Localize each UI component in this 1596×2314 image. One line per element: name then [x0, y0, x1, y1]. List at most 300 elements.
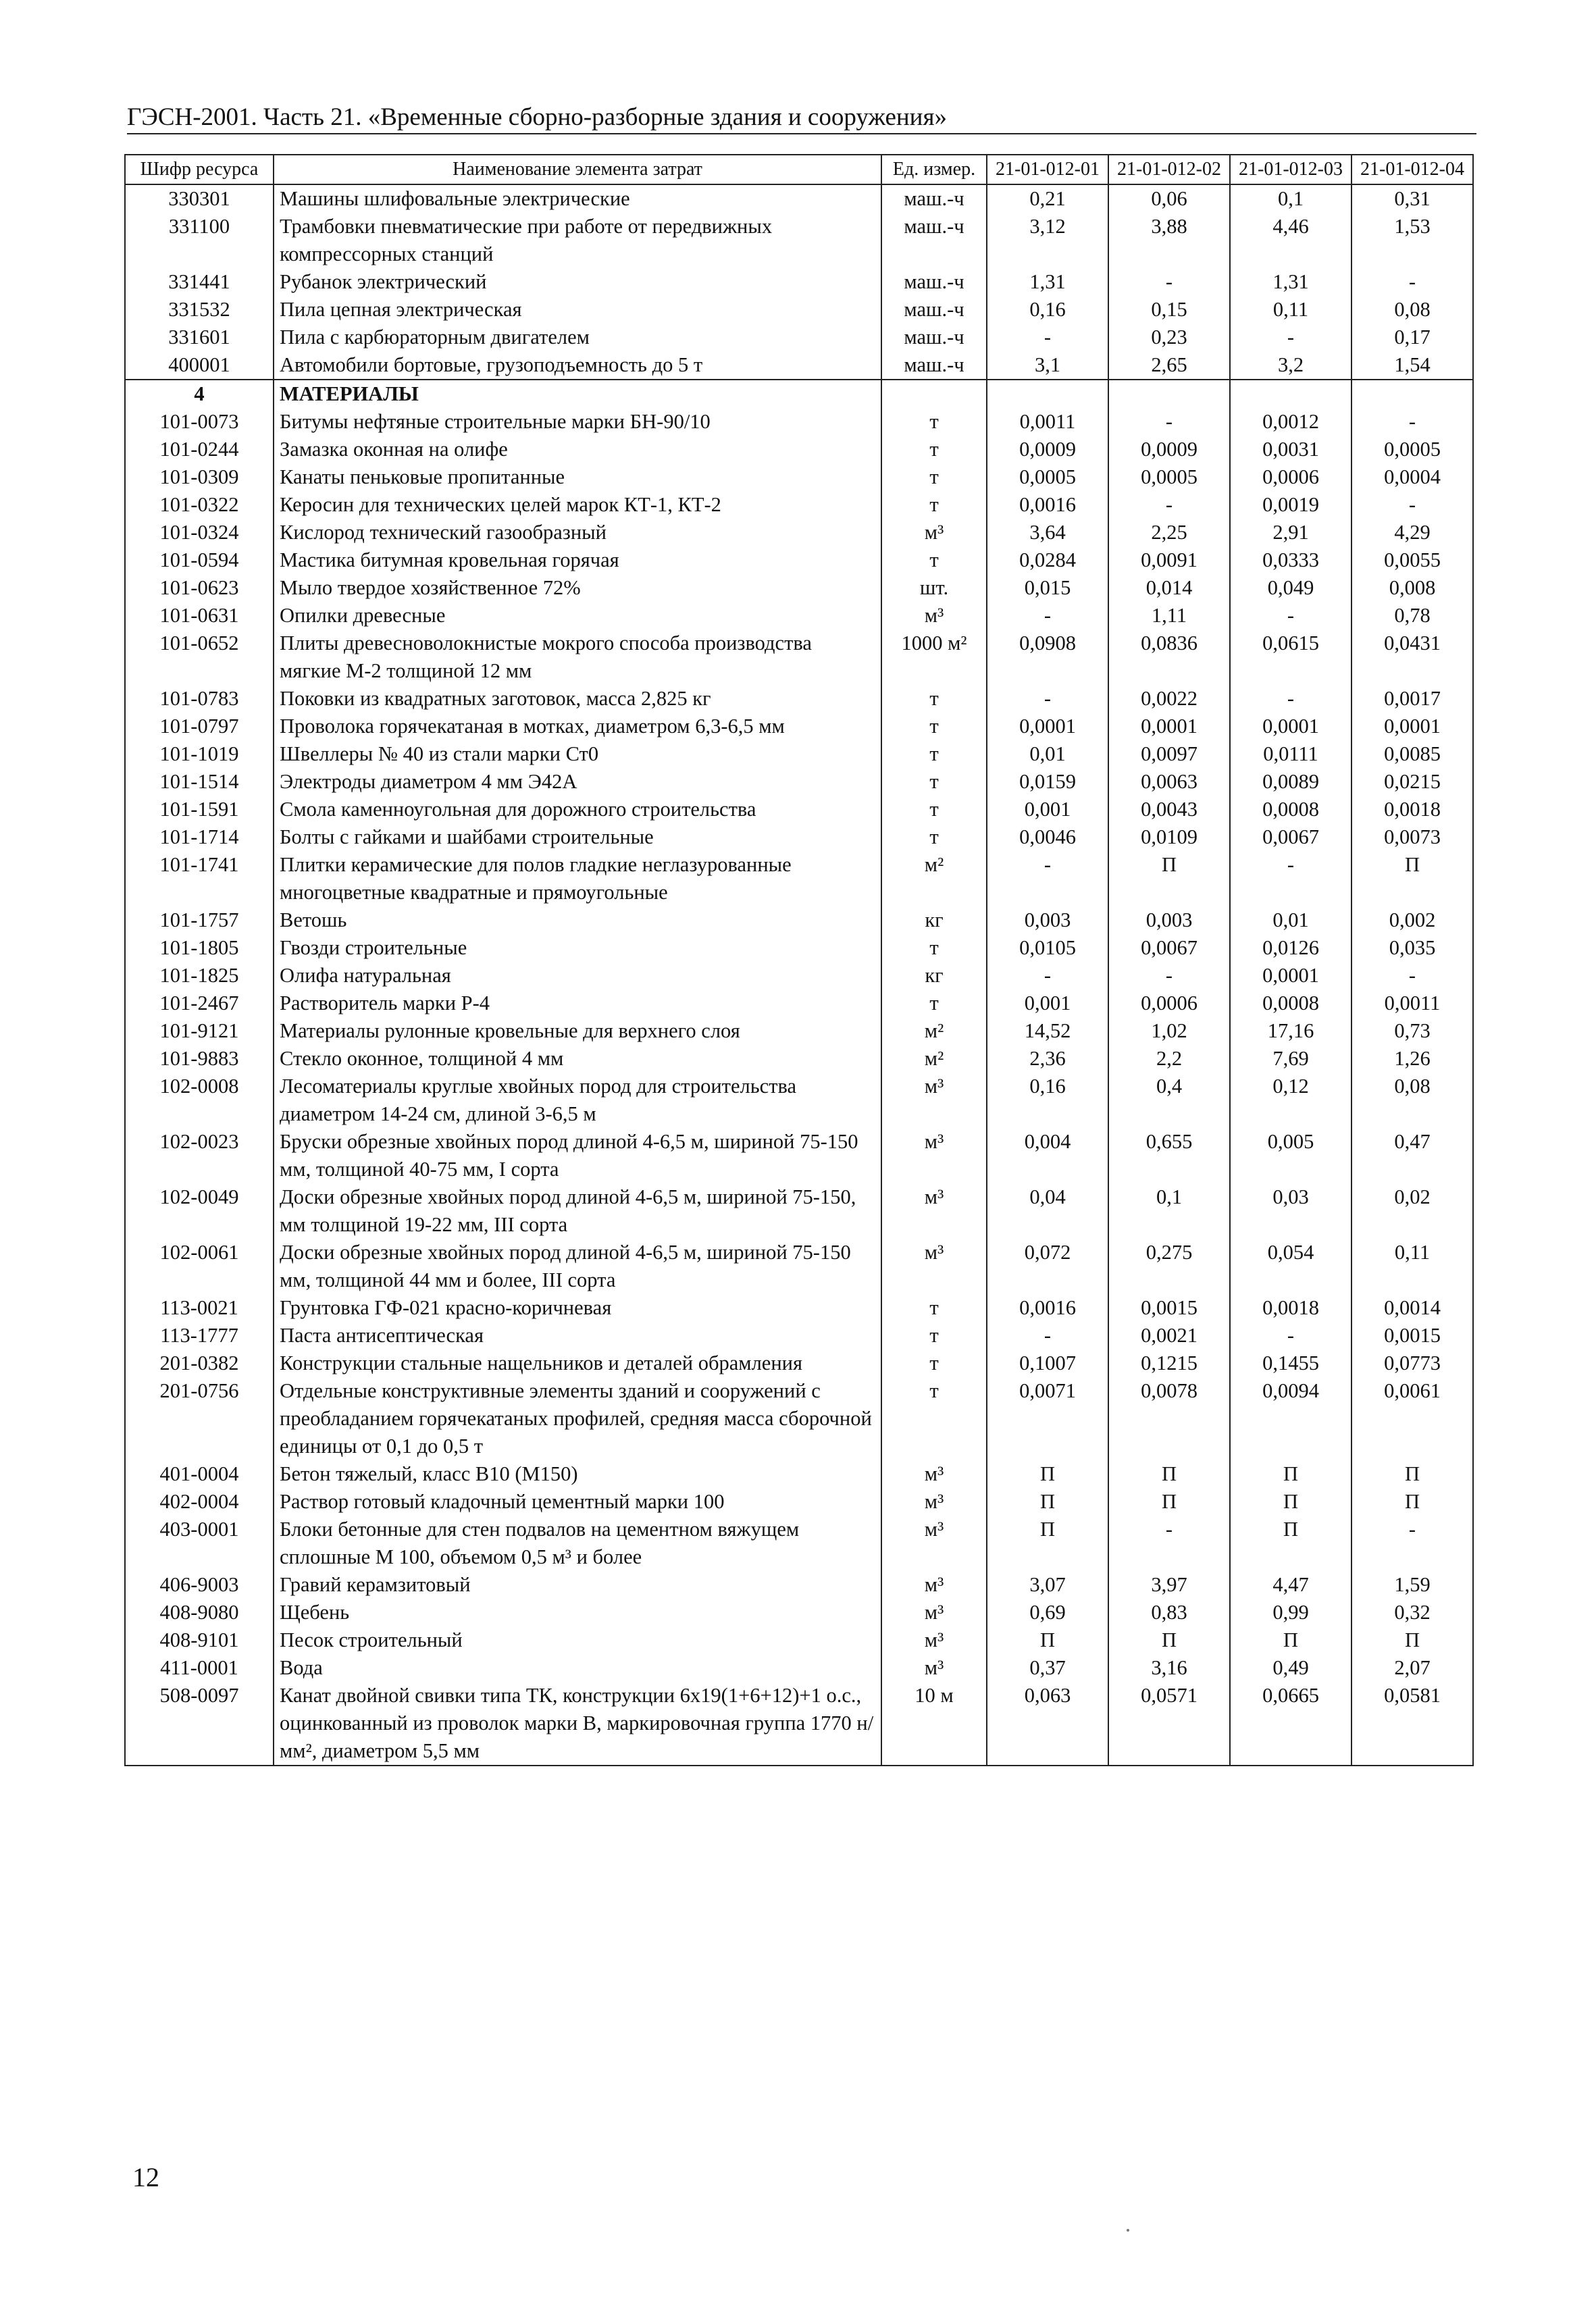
resource-code: 331601: [125, 324, 274, 351]
resource-code: 101-1741: [125, 851, 274, 906]
resource-name: Проволока горячекатаная в мотках, диаметром 6,3-6,5 мм: [274, 713, 881, 740]
resource-unit: м³: [881, 1073, 987, 1128]
value-012-01: 0,015: [987, 574, 1108, 602]
table-row: [125, 1239, 1473, 1294]
resource-code: 408-9080: [125, 1599, 274, 1626]
table-row: [125, 602, 1473, 629]
resource-code: 101-0631: [125, 602, 274, 629]
table-row: [125, 962, 1473, 989]
table-row: [125, 519, 1473, 546]
table-row: [125, 1183, 1473, 1239]
value-012-04: П: [1352, 1488, 1473, 1516]
resource-code: 101-1591: [125, 796, 274, 823]
value-012-02: 0,1: [1108, 1183, 1230, 1239]
table-row: [125, 1599, 1473, 1626]
value-012-01: 0,003: [987, 906, 1108, 934]
resource-name: Плиты древесноволокнистые мокрого способа производства мягкие М-2 толщиной 12 мм: [274, 629, 881, 685]
section-number: 4: [125, 380, 274, 408]
value-012-01: 0,37: [987, 1654, 1108, 1682]
resource-name: Плитки керамические для полов гладкие неглазурованные многоцветные квадратные и прямоугольные: [274, 851, 881, 906]
table-row: [125, 213, 1473, 268]
value-012-02: 0,0078: [1108, 1377, 1230, 1460]
resource-name: Автомобили бортовые, грузоподъемность до 5 т: [274, 351, 881, 380]
table-row: [125, 906, 1473, 934]
resource-unit: кг: [881, 906, 987, 934]
value-012-02: 0,0043: [1108, 796, 1230, 823]
resource-name: Пила с карбюраторным двигателем: [274, 324, 881, 351]
value-012-04: 0,47: [1352, 1128, 1473, 1183]
table-row: [125, 1017, 1473, 1045]
value-012-02: -: [1108, 408, 1230, 436]
table-row: [125, 324, 1473, 351]
value-012-04: 0,32: [1352, 1599, 1473, 1626]
resource-unit: маш.-ч: [881, 324, 987, 351]
value-012-04: П: [1352, 1626, 1473, 1654]
table-row: [125, 1294, 1473, 1322]
resource-unit: т: [881, 989, 987, 1017]
value-012-01: 2,36: [987, 1045, 1108, 1073]
resource-unit: т: [881, 740, 987, 768]
value-012-02: 0,655: [1108, 1128, 1230, 1183]
value-012-02: 0,0006: [1108, 989, 1230, 1017]
resource-unit: м²: [881, 1017, 987, 1045]
value-012-03: П: [1230, 1516, 1352, 1571]
value-012-03: 17,16: [1230, 1017, 1352, 1045]
value-012-02: 0,1215: [1108, 1349, 1230, 1377]
resource-unit: м³: [881, 1516, 987, 1571]
resource-code: 508-0097: [125, 1682, 274, 1766]
resource-code: 101-0594: [125, 546, 274, 574]
table-row: [125, 989, 1473, 1017]
section-title: МАТЕРИАЛЫ: [274, 380, 881, 408]
table-row: [125, 574, 1473, 602]
value-012-04: 0,0061: [1352, 1377, 1473, 1460]
resource-name: Лесоматериалы круглые хвойных пород для строительства диаметром 14-24 см, длиной 3-6,5 м: [274, 1073, 881, 1128]
value-012-02: 0,15: [1108, 296, 1230, 324]
value-012-03: 0,0333: [1230, 546, 1352, 574]
value-012-03: 0,99: [1230, 1599, 1352, 1626]
value-012-02: 0,014: [1108, 574, 1230, 602]
resource-code: 331532: [125, 296, 274, 324]
resource-name: Раствор готовый кладочный цементный марки 100: [274, 1488, 881, 1516]
value-012-03: 0,0094: [1230, 1377, 1352, 1460]
resource-code: 101-9883: [125, 1045, 274, 1073]
resource-code: 102-0023: [125, 1128, 274, 1183]
resource-code: 113-0021: [125, 1294, 274, 1322]
value-012-04: -: [1352, 1516, 1473, 1571]
resource-code: 101-1805: [125, 934, 274, 962]
resource-code: 102-0008: [125, 1073, 274, 1128]
resource-code: 331100: [125, 213, 274, 268]
resource-name: Доски обрезные хвойных пород длиной 4-6,5 м, шириной 75-150 мм, толщиной 44 мм и более, III сорта: [274, 1239, 881, 1294]
value-012-02: -: [1108, 491, 1230, 519]
value-012-02: 0,0009: [1108, 436, 1230, 463]
value-012-03: 0,0126: [1230, 934, 1352, 962]
value-012-02: 0,0021: [1108, 1322, 1230, 1349]
value-012-03: 7,69: [1230, 1045, 1352, 1073]
resource-name: Швеллеры № 40 из стали марки Ст0: [274, 740, 881, 768]
resource-code: 101-1825: [125, 962, 274, 989]
value-012-03: 0,49: [1230, 1654, 1352, 1682]
resource-unit: т: [881, 1377, 987, 1460]
value-012-02: 3,88: [1108, 213, 1230, 268]
value-012-01: 0,16: [987, 1073, 1108, 1128]
value-012-02: 0,0109: [1108, 823, 1230, 851]
value-012-04: 0,0015: [1352, 1322, 1473, 1349]
value-012-04: 1,59: [1352, 1571, 1473, 1599]
value-012-02: П: [1108, 851, 1230, 906]
resource-code: 113-1777: [125, 1322, 274, 1349]
resource-unit: маш.-ч: [881, 296, 987, 324]
resource-code: 101-1514: [125, 768, 274, 796]
table-row: [125, 1349, 1473, 1377]
resource-name: Поковки из квадратных заготовок, масса 2,825 кг: [274, 685, 881, 713]
value-012-03: П: [1230, 1626, 1352, 1654]
value-012-03: 0,0665: [1230, 1682, 1352, 1766]
value-012-02: 3,16: [1108, 1654, 1230, 1682]
value-012-04: 0,0055: [1352, 546, 1473, 574]
value-012-03: 0,049: [1230, 574, 1352, 602]
value-012-02: П: [1108, 1626, 1230, 1654]
resource-code: 101-0623: [125, 574, 274, 602]
value-012-01: 3,64: [987, 519, 1108, 546]
table-row: [125, 268, 1473, 296]
value-012-04: 0,0773: [1352, 1349, 1473, 1377]
table-row: [125, 1626, 1473, 1654]
resource-unit: т: [881, 1349, 987, 1377]
value-012-01: 0,21: [987, 184, 1108, 213]
value-012-04: П: [1352, 1460, 1473, 1488]
value-012-02: 0,0005: [1108, 463, 1230, 491]
resource-name: Стекло оконное, толщиной 4 мм: [274, 1045, 881, 1073]
table-row: [125, 768, 1473, 796]
resource-unit: м³: [881, 1488, 987, 1516]
resource-unit: маш.-ч: [881, 184, 987, 213]
value-012-04: -: [1352, 268, 1473, 296]
resource-name: Материалы рулонные кровельные для верхнего слоя: [274, 1017, 881, 1045]
resource-code: 201-0756: [125, 1377, 274, 1460]
value-012-01: 0,063: [987, 1682, 1108, 1766]
value-012-02: 1,11: [1108, 602, 1230, 629]
table-row: [125, 851, 1473, 906]
value-012-02: 0,0571: [1108, 1682, 1230, 1766]
resource-name: Замазка оконная на олифе: [274, 436, 881, 463]
value-012-04: 0,035: [1352, 934, 1473, 962]
value-012-01: 14,52: [987, 1017, 1108, 1045]
resource-unit: т: [881, 685, 987, 713]
value-012-03: 2,91: [1230, 519, 1352, 546]
resource-name: Конструкции стальные нащельников и деталей обрамления: [274, 1349, 881, 1377]
value-012-03: -: [1230, 1322, 1352, 1349]
value-012-03: П: [1230, 1460, 1352, 1488]
table-row: [125, 1516, 1473, 1571]
value-012-04: 1,54: [1352, 351, 1473, 380]
resource-code: 101-9121: [125, 1017, 274, 1045]
resource-code: 401-0004: [125, 1460, 274, 1488]
resource-name: Гравий керамзитовый: [274, 1571, 881, 1599]
resource-code: 101-0324: [125, 519, 274, 546]
value-012-03: 0,0067: [1230, 823, 1352, 851]
col-header-name: Наименование элемента затрат: [274, 155, 881, 184]
resource-unit: м³: [881, 1571, 987, 1599]
value-012-04: 0,11: [1352, 1239, 1473, 1294]
value-012-04: 0,0581: [1352, 1682, 1473, 1766]
value-012-04: 0,0018: [1352, 796, 1473, 823]
value-012-01: -: [987, 851, 1108, 906]
resource-unit: м³: [881, 1599, 987, 1626]
table-row: [125, 351, 1473, 380]
value-012-04: 0,73: [1352, 1017, 1473, 1045]
value-012-01: 0,0016: [987, 1294, 1108, 1322]
value-012-03: 0,0008: [1230, 989, 1352, 1017]
value-012-04: 0,08: [1352, 1073, 1473, 1128]
value-012-03: 0,1: [1230, 184, 1352, 213]
resource-name: Растворитель марки Р-4: [274, 989, 881, 1017]
value-012-04: 0,0014: [1352, 1294, 1473, 1322]
value-012-04: 0,0085: [1352, 740, 1473, 768]
value-012-04: 0,0215: [1352, 768, 1473, 796]
resource-name: Смола каменноугольная для дорожного строительства: [274, 796, 881, 823]
table-row: [125, 1377, 1473, 1460]
value-012-02: 0,0067: [1108, 934, 1230, 962]
value-012-02: 0,0097: [1108, 740, 1230, 768]
value-012-01: -: [987, 1322, 1108, 1349]
value-012-03: 0,01: [1230, 906, 1352, 934]
resource-code: 331441: [125, 268, 274, 296]
empty-cell: [881, 380, 987, 408]
value-012-04: 0,08: [1352, 296, 1473, 324]
value-012-02: 2,65: [1108, 351, 1230, 380]
value-012-01: 0,01: [987, 740, 1108, 768]
resource-name: Вода: [274, 1654, 881, 1682]
value-012-01: 1,31: [987, 268, 1108, 296]
value-012-01: 0,0009: [987, 436, 1108, 463]
table-header-row: [125, 155, 1473, 184]
resource-name: Олифа натуральная: [274, 962, 881, 989]
value-012-02: 2,25: [1108, 519, 1230, 546]
value-012-01: 3,1: [987, 351, 1108, 380]
resource-unit: м³: [881, 1626, 987, 1654]
resource-code: 201-0382: [125, 1349, 274, 1377]
resource-unit: м³: [881, 1460, 987, 1488]
resource-unit: м³: [881, 1654, 987, 1682]
resource-unit: т: [881, 823, 987, 851]
resource-code: 400001: [125, 351, 274, 380]
value-012-04: 0,0011: [1352, 989, 1473, 1017]
value-012-02: П: [1108, 1488, 1230, 1516]
resource-name: Мастика битумная кровельная горячая: [274, 546, 881, 574]
value-012-01: 3,07: [987, 1571, 1108, 1599]
value-012-02: 0,0091: [1108, 546, 1230, 574]
value-012-03: 0,1455: [1230, 1349, 1352, 1377]
value-012-01: 0,0046: [987, 823, 1108, 851]
resource-name: Керосин для технических целей марок КТ-1, КТ-2: [274, 491, 881, 519]
value-012-02: 1,02: [1108, 1017, 1230, 1045]
resource-unit: т: [881, 768, 987, 796]
table-row: [125, 823, 1473, 851]
empty-cell: [1352, 380, 1473, 408]
value-012-04: 0,78: [1352, 602, 1473, 629]
value-012-03: 0,0018: [1230, 1294, 1352, 1322]
value-012-03: 4,47: [1230, 1571, 1352, 1599]
value-012-04: 0,002: [1352, 906, 1473, 934]
value-012-03: 0,005: [1230, 1128, 1352, 1183]
value-012-02: 0,4: [1108, 1073, 1230, 1128]
resource-unit: м²: [881, 851, 987, 906]
resource-unit: м³: [881, 1128, 987, 1183]
resource-code: 402-0004: [125, 1488, 274, 1516]
resource-name: Мыло твердое хозяйственное 72%: [274, 574, 881, 602]
value-012-01: П: [987, 1460, 1108, 1488]
col-header-012-03: 21-01-012-03: [1230, 155, 1352, 184]
resource-table: [124, 154, 1474, 1766]
resource-unit: т: [881, 934, 987, 962]
value-012-04: 1,26: [1352, 1045, 1473, 1073]
resource-code: 403-0001: [125, 1516, 274, 1571]
resource-code: 101-0244: [125, 436, 274, 463]
value-012-04: 0,02: [1352, 1183, 1473, 1239]
table-row: [125, 1460, 1473, 1488]
resource-code: 101-1019: [125, 740, 274, 768]
value-012-01: 0,16: [987, 296, 1108, 324]
header-rule: [127, 133, 1476, 134]
resource-code: 101-1714: [125, 823, 274, 851]
resource-name: Гвозди строительные: [274, 934, 881, 962]
resource-unit: т: [881, 1294, 987, 1322]
value-012-02: 0,06: [1108, 184, 1230, 213]
resource-code: 411-0001: [125, 1654, 274, 1682]
resource-code: 101-1757: [125, 906, 274, 934]
resource-unit: маш.-ч: [881, 351, 987, 380]
value-012-04: -: [1352, 408, 1473, 436]
table-row: [125, 296, 1473, 324]
value-012-01: П: [987, 1626, 1108, 1654]
value-012-04: 2,07: [1352, 1654, 1473, 1682]
value-012-02: 0,0063: [1108, 768, 1230, 796]
value-012-03: -: [1230, 602, 1352, 629]
value-012-02: 0,0015: [1108, 1294, 1230, 1322]
resource-unit: т: [881, 408, 987, 436]
resource-name: Болты с гайками и шайбами строительные: [274, 823, 881, 851]
resource-name: Рубанок электрический: [274, 268, 881, 296]
value-012-03: 1,31: [1230, 268, 1352, 296]
resource-unit: маш.-ч: [881, 268, 987, 296]
value-012-02: 0,0836: [1108, 629, 1230, 685]
resource-unit: т: [881, 713, 987, 740]
value-012-02: -: [1108, 1516, 1230, 1571]
resource-code: 101-0322: [125, 491, 274, 519]
margin-dot: [1127, 2229, 1129, 2232]
resource-code: 406-9003: [125, 1571, 274, 1599]
value-012-03: 0,0001: [1230, 962, 1352, 989]
value-012-04: 0,0431: [1352, 629, 1473, 685]
value-012-01: 0,001: [987, 796, 1108, 823]
value-012-01: 0,0071: [987, 1377, 1108, 1460]
resource-name: Ветошь: [274, 906, 881, 934]
value-012-04: 0,0005: [1352, 436, 1473, 463]
resource-unit: т: [881, 796, 987, 823]
resource-unit: м²: [881, 1045, 987, 1073]
value-012-02: -: [1108, 268, 1230, 296]
resource-unit: м³: [881, 602, 987, 629]
value-012-04: 0,0017: [1352, 685, 1473, 713]
value-012-01: 0,072: [987, 1239, 1108, 1294]
value-012-02: 2,2: [1108, 1045, 1230, 1073]
value-012-03: 0,054: [1230, 1239, 1352, 1294]
value-012-03: 0,11: [1230, 296, 1352, 324]
table-row: [125, 436, 1473, 463]
table-row: [125, 1322, 1473, 1349]
table-row: [125, 629, 1473, 685]
value-012-01: 0,0284: [987, 546, 1108, 574]
value-012-02: -: [1108, 962, 1230, 989]
resource-code: 330301: [125, 184, 274, 213]
resource-name: Отдельные конструктивные элементы зданий и сооружений с преобладанием горячекатаных профилей, средняя масса сборочной единицы от 0,1 до 0,5 т: [274, 1377, 881, 1460]
value-012-04: 0,008: [1352, 574, 1473, 602]
col-header-code: Шифр ресурса: [125, 155, 274, 184]
value-012-01: 3,12: [987, 213, 1108, 268]
value-012-01: 0,0159: [987, 768, 1108, 796]
resource-unit: т: [881, 436, 987, 463]
value-012-03: 0,0008: [1230, 796, 1352, 823]
col-header-012-04: 21-01-012-04: [1352, 155, 1473, 184]
resource-name: Трамбовки пневматические при работе от передвижных компрессорных станций: [274, 213, 881, 268]
value-012-02: 0,83: [1108, 1599, 1230, 1626]
col-header-012-01: 21-01-012-01: [987, 155, 1108, 184]
resource-name: Бруски обрезные хвойных пород длиной 4-6,5 м, шириной 75-150 мм, толщиной 40-75 мм, I сорта: [274, 1128, 881, 1183]
value-012-04: П: [1352, 851, 1473, 906]
resource-unit: маш.-ч: [881, 213, 987, 268]
value-012-03: 3,2: [1230, 351, 1352, 380]
value-012-04: -: [1352, 491, 1473, 519]
empty-cell: [1230, 380, 1352, 408]
value-012-03: П: [1230, 1488, 1352, 1516]
resource-name: Кислород технический газообразный: [274, 519, 881, 546]
resource-unit: 10 м: [881, 1682, 987, 1766]
resource-code: 101-0652: [125, 629, 274, 685]
value-012-03: -: [1230, 685, 1352, 713]
value-012-04: 0,17: [1352, 324, 1473, 351]
resource-name: Пила цепная электрическая: [274, 296, 881, 324]
value-012-03: 0,0031: [1230, 436, 1352, 463]
resource-name: Канат двойной свивки типа ТК, конструкции 6х19(1+6+12)+1 о.с., оцинкованный из проволок марки В, маркировочная группа 1770 н/мм², диаметром 5,5 мм: [274, 1682, 881, 1766]
resource-name: Блоки бетонные для стен подвалов на цементном вяжущем сплошные М 100, объемом 0,5 м³ и более: [274, 1516, 881, 1571]
table-row: [125, 1128, 1473, 1183]
value-012-03: 0,0006: [1230, 463, 1352, 491]
resource-name: Бетон тяжелый, класс В10 (М150): [274, 1460, 881, 1488]
page-header: ГЭСН-2001. Часть 21. «Временные сборно-разборные здания и сооружения»: [127, 103, 947, 131]
value-012-02: 0,275: [1108, 1239, 1230, 1294]
value-012-04: 4,29: [1352, 519, 1473, 546]
value-012-03: 0,0111: [1230, 740, 1352, 768]
table-row: [125, 408, 1473, 436]
resource-code: 101-0073: [125, 408, 274, 436]
col-header-unit: Ед. измер.: [881, 155, 987, 184]
resource-code: 101-0797: [125, 713, 274, 740]
table-row: [125, 463, 1473, 491]
value-012-03: 4,46: [1230, 213, 1352, 268]
table-row: [125, 740, 1473, 768]
table-row: [125, 1571, 1473, 1599]
value-012-04: 1,53: [1352, 213, 1473, 268]
value-012-01: 0,0001: [987, 713, 1108, 740]
table-row: [125, 1488, 1473, 1516]
value-012-04: 0,31: [1352, 184, 1473, 213]
value-012-01: -: [987, 324, 1108, 351]
value-012-02: 0,23: [1108, 324, 1230, 351]
value-012-01: 0,04: [987, 1183, 1108, 1239]
value-012-03: 0,0615: [1230, 629, 1352, 685]
